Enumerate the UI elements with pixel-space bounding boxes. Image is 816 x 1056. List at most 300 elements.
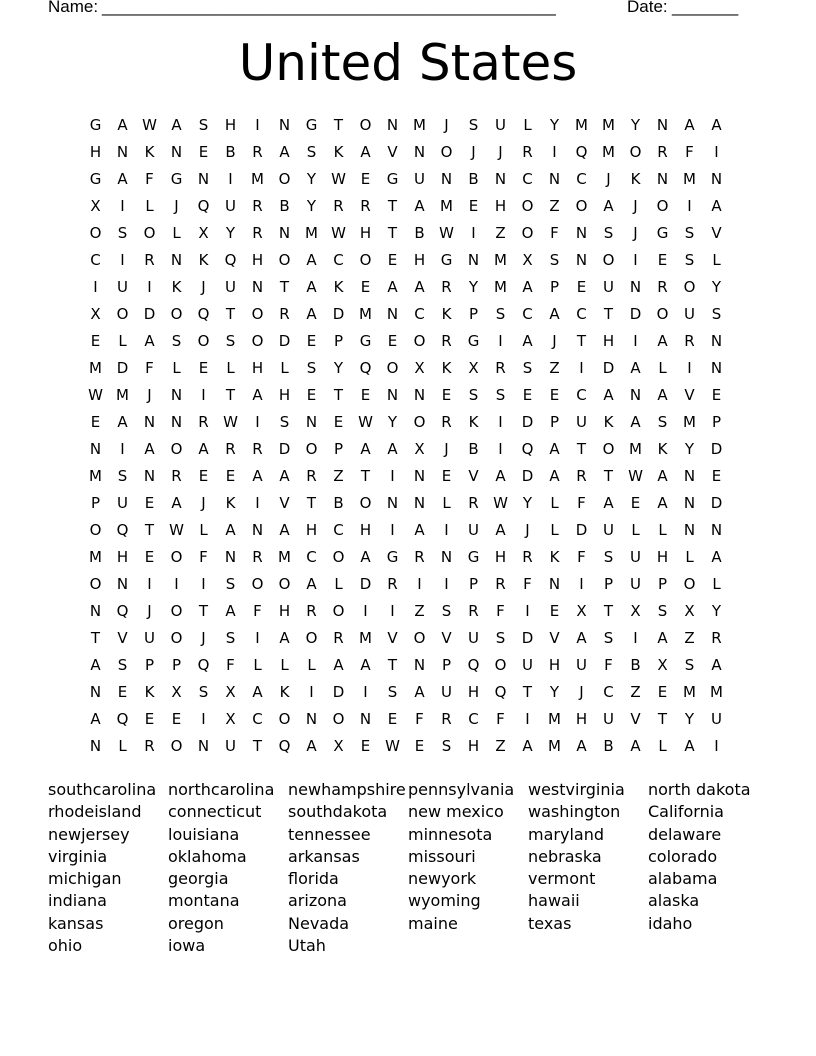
grid-letter: A — [360, 548, 371, 566]
grid-letter: X — [171, 683, 182, 701]
word-list-item: maryland — [528, 824, 604, 844]
grid-letter: J — [633, 224, 638, 242]
grid-letter: N — [629, 278, 642, 296]
grid-letter: I — [255, 116, 260, 134]
grid-letter: Z — [549, 197, 560, 215]
grid-letter: J — [579, 683, 584, 701]
grid-letter: D — [143, 305, 156, 323]
grid-letter: U — [225, 197, 236, 215]
grid-row — [82, 247, 730, 274]
grid-letter: H — [89, 143, 102, 161]
grid-letter: N — [143, 467, 156, 485]
grid-letter: G — [467, 548, 480, 566]
grid-letter: X — [414, 359, 425, 377]
grid-letter: M — [548, 710, 561, 728]
grid-letter: L — [253, 656, 262, 674]
grid-letter: D — [116, 359, 129, 377]
grid-letter: A — [657, 386, 668, 404]
grid-letter: L — [334, 575, 343, 593]
grid-letter: D — [575, 521, 588, 539]
grid-letter: V — [279, 494, 290, 512]
grid-letter: E — [198, 143, 209, 161]
grid-letter: Q — [197, 656, 210, 674]
grid-letter: H — [305, 521, 318, 539]
grid-letter: T — [306, 494, 317, 512]
grid-letter: E — [387, 332, 398, 350]
word-list-item: nebraska — [528, 846, 602, 866]
grid-letter: L — [550, 521, 559, 539]
grid-letter: A — [414, 683, 425, 701]
grid-letter: D — [332, 305, 345, 323]
grid-letter: R — [306, 602, 317, 620]
grid-letter: U — [522, 656, 533, 674]
grid-letter: U — [225, 278, 236, 296]
grid-letter: M — [89, 467, 102, 485]
grid-letter: P — [333, 440, 344, 458]
grid-letter: E — [522, 386, 533, 404]
grid-letter: N — [89, 440, 102, 458]
grid-letter: S — [603, 224, 614, 242]
word-list-item: newhampshire — [288, 780, 406, 799]
word-list-item: vermont — [528, 869, 596, 889]
grid-letter: Y — [684, 440, 695, 458]
grid-letter: I — [120, 440, 125, 458]
grid-letter: R — [144, 251, 155, 269]
grid-letter: F — [523, 575, 532, 593]
grid-letter: K — [333, 143, 344, 161]
grid-letter: X — [198, 224, 209, 242]
grid-letter: Z — [333, 467, 344, 485]
grid-letter: N — [305, 413, 318, 431]
grid-letter: R — [414, 548, 425, 566]
grid-letter: W — [169, 521, 184, 539]
grid-letter: T — [576, 440, 587, 458]
grid-letter: S — [117, 656, 128, 674]
grid-letter: A — [630, 737, 641, 755]
grid-letter: N — [683, 521, 696, 539]
grid-letter: A — [117, 413, 128, 431]
grid-letter: L — [442, 494, 451, 512]
grid-letter: I — [255, 494, 260, 512]
grid-letter: U — [603, 521, 614, 539]
grid-letter: P — [549, 278, 560, 296]
grid-letter: S — [225, 629, 236, 647]
grid-letter: E — [387, 251, 398, 269]
grid-letter: J — [444, 440, 449, 458]
grid-letter: Z — [495, 224, 506, 242]
grid-letter: C — [333, 251, 344, 269]
word-list-item: rhodeisland — [48, 802, 142, 822]
word-list-item: delaware — [648, 824, 722, 844]
grid-letter: M — [116, 386, 129, 404]
grid-letter: T — [252, 737, 263, 755]
grid-letter: A — [495, 467, 506, 485]
grid-letter: F — [550, 224, 559, 242]
grid-letter: J — [174, 197, 179, 215]
grid-letter: T — [657, 710, 668, 728]
word-list-item: montana — [168, 891, 240, 911]
grid-letter: H — [413, 251, 426, 269]
grid-letter: S — [684, 656, 695, 674]
grid-letter: H — [494, 197, 507, 215]
grid-letter: D — [710, 494, 723, 512]
grid-letter: T — [387, 197, 398, 215]
grid-row — [82, 112, 730, 139]
word-list-item: northcarolina — [168, 780, 275, 799]
word-list-item: virginia — [48, 846, 108, 866]
grid-letter: A — [603, 494, 614, 512]
grid-letter: L — [172, 359, 181, 377]
grid-letter: R — [441, 332, 452, 350]
grid-letter: D — [629, 305, 642, 323]
word-list-item: indiana — [48, 891, 107, 911]
grid-letter: N — [278, 224, 291, 242]
grid-letter: G — [359, 332, 372, 350]
grid-letter: A — [522, 737, 533, 755]
grid-row — [82, 409, 730, 436]
grid-letter: J — [606, 170, 611, 188]
grid-letter: O — [170, 440, 183, 458]
grid-letter: W — [331, 170, 346, 188]
grid-letter: O — [521, 224, 534, 242]
grid-letter: N — [170, 386, 183, 404]
grid-letter: W — [223, 413, 238, 431]
grid-letter: X — [90, 305, 101, 323]
grid-letter: R — [522, 548, 533, 566]
grid-letter: K — [549, 548, 560, 566]
grid-letter: V — [549, 629, 560, 647]
grid-row — [82, 193, 730, 220]
grid-letter: J — [633, 197, 638, 215]
grid-letter: T — [333, 116, 344, 134]
grid-letter: Y — [630, 116, 641, 134]
grid-letter: O — [278, 575, 291, 593]
grid-letter: A — [279, 143, 290, 161]
grid-letter: R — [333, 197, 344, 215]
grid-letter: Q — [116, 602, 129, 620]
grid-letter: I — [498, 413, 503, 431]
grid-letter: U — [711, 710, 722, 728]
grid-letter: C — [90, 251, 101, 269]
grid-letter: A — [306, 737, 317, 755]
grid-letter: S — [306, 143, 317, 161]
grid-letter: E — [306, 386, 317, 404]
grid-letter: I — [687, 197, 692, 215]
grid-letter: R — [684, 332, 695, 350]
word-list-item: ohio — [48, 936, 83, 956]
grid-letter: Z — [630, 683, 641, 701]
grid-letter: A — [225, 602, 236, 620]
word-list-item: north dakota — [648, 780, 751, 799]
grid-letter: F — [145, 359, 154, 377]
grid-letter: B — [225, 143, 236, 161]
grid-letter: O — [170, 629, 183, 647]
grid-letter: U — [144, 629, 155, 647]
grid-letter: E — [360, 737, 371, 755]
grid-letter: N — [656, 116, 669, 134]
grid-letter: G — [440, 251, 453, 269]
grid-letter: S — [711, 305, 722, 323]
grid-letter: L — [550, 494, 559, 512]
grid-letter: H — [251, 359, 264, 377]
grid-letter: A — [549, 305, 560, 323]
grid-letter: A — [630, 359, 641, 377]
grid-letter: A — [711, 197, 722, 215]
grid-letter: F — [145, 170, 154, 188]
word-list-item: tennessee — [288, 824, 371, 844]
grid-letter: T — [603, 467, 614, 485]
grid-letter: O — [278, 170, 291, 188]
grid-letter: Y — [306, 197, 317, 215]
grid-letter: Z — [549, 359, 560, 377]
date-line: _______ — [672, 0, 739, 16]
grid-letter: N — [251, 521, 264, 539]
grid-letter: L — [712, 251, 721, 269]
grid-letter: H — [575, 710, 588, 728]
grid-letter: O — [278, 251, 291, 269]
grid-row — [82, 652, 730, 679]
grid-letter: E — [144, 710, 155, 728]
grid-letter: Y — [468, 278, 479, 296]
grid-letter: A — [522, 332, 533, 350]
grid-letter: A — [711, 116, 722, 134]
grid-letter: X — [333, 737, 344, 755]
grid-letter: K — [171, 278, 182, 296]
grid-letter: X — [225, 710, 236, 728]
grid-letter: O — [494, 656, 507, 674]
grid-letter: F — [226, 656, 235, 674]
grid-letter: R — [306, 467, 317, 485]
grid-letter: U — [576, 656, 587, 674]
grid-letter: E — [441, 386, 452, 404]
grid-letter: R — [252, 197, 263, 215]
grid-letter: Q — [359, 359, 372, 377]
grid-letter: J — [444, 116, 449, 134]
grid-letter: T — [603, 305, 614, 323]
grid-letter: F — [604, 656, 613, 674]
grid-letter: F — [415, 710, 424, 728]
grid-letter: J — [147, 386, 152, 404]
grid-letter: I — [120, 251, 125, 269]
grid-letter: A — [306, 575, 317, 593]
grid-letter: I — [579, 359, 584, 377]
grid-letter: N — [89, 737, 102, 755]
grid-letter: V — [711, 224, 722, 242]
header — [0, 0, 816, 22]
word-search-grid — [82, 112, 730, 760]
grid-letter: R — [441, 710, 452, 728]
grid-letter: G — [89, 116, 102, 134]
grid-letter: O — [170, 548, 183, 566]
grid-row — [82, 436, 730, 463]
grid-letter: N — [143, 413, 156, 431]
grid-letter: J — [525, 521, 530, 539]
grid-letter: O — [413, 332, 426, 350]
grid-letter: R — [657, 143, 668, 161]
grid-row — [82, 166, 730, 193]
grid-letter: O — [89, 521, 102, 539]
grid-letter: I — [552, 143, 557, 161]
grid-letter: E — [360, 386, 371, 404]
grid-letter: E — [360, 278, 371, 296]
grid-letter: M — [710, 683, 723, 701]
grid-letter: O — [305, 629, 318, 647]
grid-letter: M — [629, 440, 642, 458]
grid-letter: R — [495, 359, 506, 377]
grid-letter: A — [144, 332, 155, 350]
grid-letter: I — [390, 467, 395, 485]
grid-letter: F — [253, 602, 262, 620]
grid-letter: E — [117, 683, 128, 701]
grid-letter: Q — [197, 305, 210, 323]
grid-letter: A — [387, 278, 398, 296]
grid-letter: N — [170, 251, 183, 269]
page-title: United States — [238, 34, 578, 92]
grid-letter: Y — [549, 683, 560, 701]
grid-letter: K — [225, 494, 236, 512]
grid-letter: S — [603, 629, 614, 647]
grid-letter: G — [89, 170, 102, 188]
word-list — [48, 779, 788, 957]
grid-letter: L — [658, 359, 667, 377]
grid-row — [82, 625, 730, 652]
grid-letter: I — [120, 197, 125, 215]
grid-letter: P — [468, 575, 479, 593]
grid-letter: E — [549, 386, 560, 404]
grid-letter: A — [414, 521, 425, 539]
grid-letter: E — [198, 467, 209, 485]
grid-letter: Y — [711, 278, 722, 296]
grid-letter: N — [413, 467, 426, 485]
grid-letter: D — [710, 440, 723, 458]
grid-letter: N — [413, 494, 426, 512]
grid-letter: I — [633, 332, 638, 350]
grid-letter: S — [387, 683, 398, 701]
grid-letter: A — [549, 440, 560, 458]
grid-letter: L — [712, 575, 721, 593]
grid-letter: E — [549, 602, 560, 620]
grid-letter: A — [171, 494, 182, 512]
grid-letter: K — [198, 251, 209, 269]
grid-row — [82, 544, 730, 571]
grid-letter: B — [333, 494, 344, 512]
grid-letter: Y — [333, 359, 344, 377]
grid-letter: B — [468, 440, 479, 458]
grid-letter: N — [386, 305, 399, 323]
grid-letter: N — [89, 683, 102, 701]
grid-letter: O — [656, 305, 669, 323]
grid-letter: Z — [414, 602, 425, 620]
grid-letter: G — [467, 332, 480, 350]
grid-letter: I — [201, 575, 206, 593]
grid-letter: T — [279, 278, 290, 296]
grid-letter: O — [521, 197, 534, 215]
grid-letter: O — [332, 602, 345, 620]
grid-letter: S — [495, 386, 506, 404]
grid-letter: M — [89, 548, 102, 566]
word-list-item: Utah — [288, 936, 326, 956]
grid-letter: A — [333, 656, 344, 674]
grid-letter: O — [359, 494, 372, 512]
grid-letter: L — [280, 359, 289, 377]
grid-row — [82, 571, 730, 598]
grid-letter: D — [278, 332, 291, 350]
grid-letter: N — [278, 116, 291, 134]
word-list-item: maine — [408, 913, 458, 933]
grid-letter: H — [467, 737, 480, 755]
grid-letter: N — [710, 359, 723, 377]
grid-letter: I — [147, 278, 152, 296]
word-list-item: florida — [288, 869, 339, 889]
grid-letter: R — [252, 143, 263, 161]
grid-letter: W — [358, 413, 373, 431]
grid-letter: N — [170, 143, 183, 161]
grid-letter: O — [413, 629, 426, 647]
grid-letter: X — [522, 251, 533, 269]
grid-letter: F — [496, 710, 505, 728]
grid-letter: X — [657, 656, 668, 674]
grid-letter: A — [198, 440, 209, 458]
grid-letter: Y — [387, 413, 398, 431]
grid-letter: Z — [495, 737, 506, 755]
grid-letter: S — [225, 575, 236, 593]
grid-letter: T — [225, 305, 236, 323]
grid-letter: A — [576, 629, 587, 647]
word-list-item: arkansas — [288, 846, 360, 866]
grid-letter: H — [359, 521, 372, 539]
grid-letter: O — [602, 251, 615, 269]
grid-letter: U — [495, 116, 506, 134]
grid-letter: K — [144, 143, 155, 161]
grid-letter: V — [117, 629, 128, 647]
grid-row — [82, 328, 730, 355]
grid-letter: B — [414, 224, 425, 242]
grid-letter: K — [468, 413, 479, 431]
grid-letter: R — [279, 305, 290, 323]
grid-letter: P — [144, 656, 155, 674]
grid-row — [82, 355, 730, 382]
grid-letter: O — [197, 332, 210, 350]
grid-letter: Y — [549, 116, 560, 134]
word-list-item: pennsylvania — [408, 780, 515, 799]
grid-letter: A — [144, 440, 155, 458]
grid-letter: A — [414, 278, 425, 296]
word-list-item: new mexico — [408, 802, 504, 822]
grid-letter: E — [468, 197, 479, 215]
grid-letter: I — [633, 251, 638, 269]
grid-letter: H — [467, 683, 480, 701]
grid-letter: N — [89, 602, 102, 620]
grid-letter: L — [226, 359, 235, 377]
grid-letter: I — [417, 575, 422, 593]
grid-letter: O — [251, 305, 264, 323]
grid-letter: C — [522, 305, 533, 323]
grid-row — [82, 274, 730, 301]
grid-letter: X — [576, 602, 587, 620]
grid-letter: U — [468, 521, 479, 539]
grid-letter: J — [201, 278, 206, 296]
grid-letter: A — [657, 332, 668, 350]
grid-letter: K — [630, 170, 641, 188]
grid-letter: E — [630, 494, 641, 512]
grid-letter: Q — [197, 197, 210, 215]
grid-letter: Y — [306, 170, 317, 188]
grid-letter: R — [252, 224, 263, 242]
grid-letter: M — [440, 197, 453, 215]
grid-letter: N — [629, 386, 642, 404]
grid-letter: C — [252, 710, 263, 728]
grid-letter: I — [309, 683, 314, 701]
